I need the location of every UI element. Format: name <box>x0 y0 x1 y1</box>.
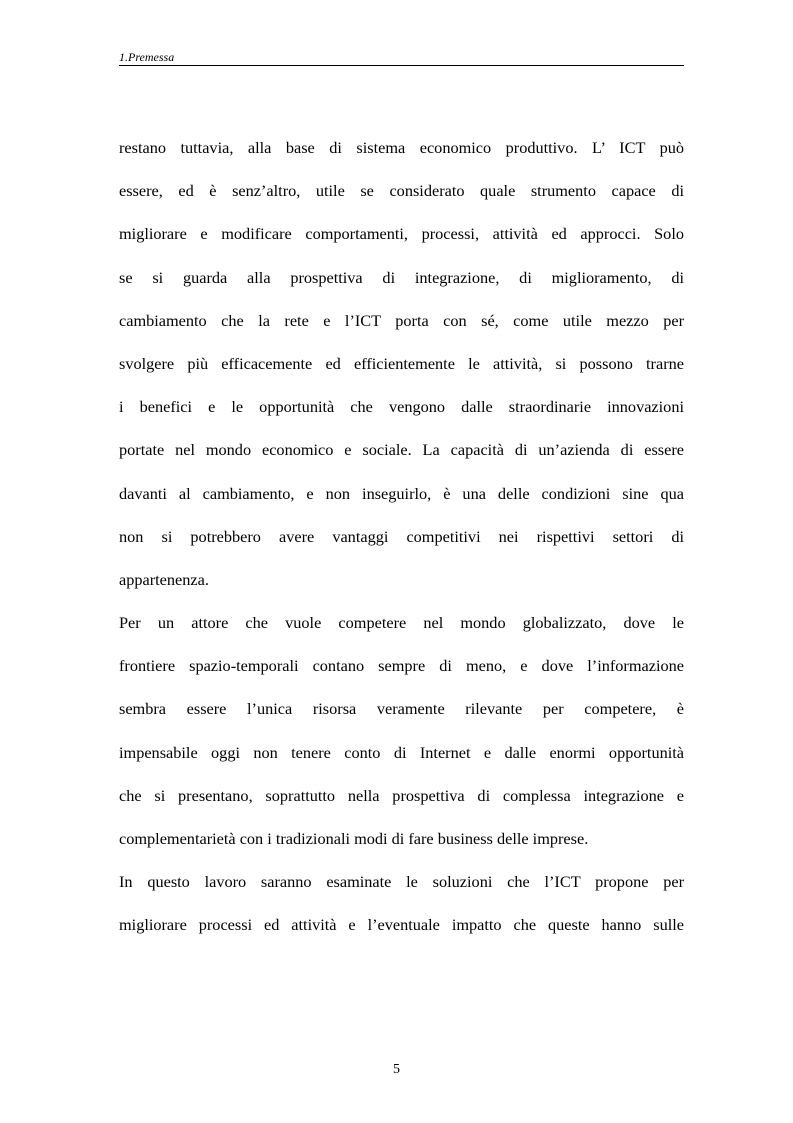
text-line: impensabile oggi non tenere conto di Internet e dalle enormi opportunità <box>119 742 684 762</box>
text-line: che si presentano, soprattutto nella prospettiva di complessa integrazione e <box>119 785 684 805</box>
text-line: complementarietà con i tradizionali modi di fare business delle imprese. <box>119 829 589 848</box>
paragraph-2 <box>119 601 684 860</box>
text-line: migliorare e modificare comportamenti, processi, attività ed approcci. Solo <box>119 224 684 244</box>
text-line: essere, ed è senz’altro, utile se considerato quale strumento capace di <box>119 181 684 201</box>
text-line: portate nel mondo economico e sociale. La capacità di un’azienda di essere <box>119 440 684 460</box>
text-line: se si guarda alla prospettiva di integrazione, di miglioramento, di <box>119 267 684 287</box>
text-line: restano tuttavia, alla base di sistema economico produttivo. L’ ICT può <box>119 138 684 157</box>
text-line: appartenenza. <box>119 569 209 589</box>
text-line: sembra essere l’unica risorsa veramente rilevante per competere, è <box>119 699 684 719</box>
text-line: i benefici e le opportunità che vengono dalle straordinarie innovazioni <box>119 397 684 417</box>
text-line: davanti al cambiamento, e non inseguirlo, è una delle condizioni sine qua <box>119 483 684 503</box>
text-line: frontiere spazio-temporali contano sempre di meno, e dove l’informazione <box>119 656 684 676</box>
text-line: cambiamento che la rete e l’ICT porta con sé, come utile mezzo per <box>119 310 684 330</box>
text-line: migliorare processi ed attività e l’eventuale impatto che queste hanno sulle <box>119 915 684 935</box>
text-line: svolgere più efficacemente ed efficientemente le attività, si possono trarne <box>119 353 684 373</box>
chapter-title: 1.Premessa <box>119 50 175 64</box>
page-number: 5 <box>393 1062 400 1077</box>
paragraph-3 <box>119 860 684 946</box>
text-line: non si potrebbero avere vantaggi competitivi nei rispettivi settori di <box>119 526 684 546</box>
body-text <box>119 126 684 947</box>
running-header <box>119 50 684 66</box>
text-line: Per un attore che vuole competere nel mondo globalizzato, dove le <box>119 613 684 633</box>
text-line: In questo lavoro saranno esaminate le soluzioni che l’ICT propone per <box>119 872 684 892</box>
paragraph-1 <box>119 126 684 601</box>
